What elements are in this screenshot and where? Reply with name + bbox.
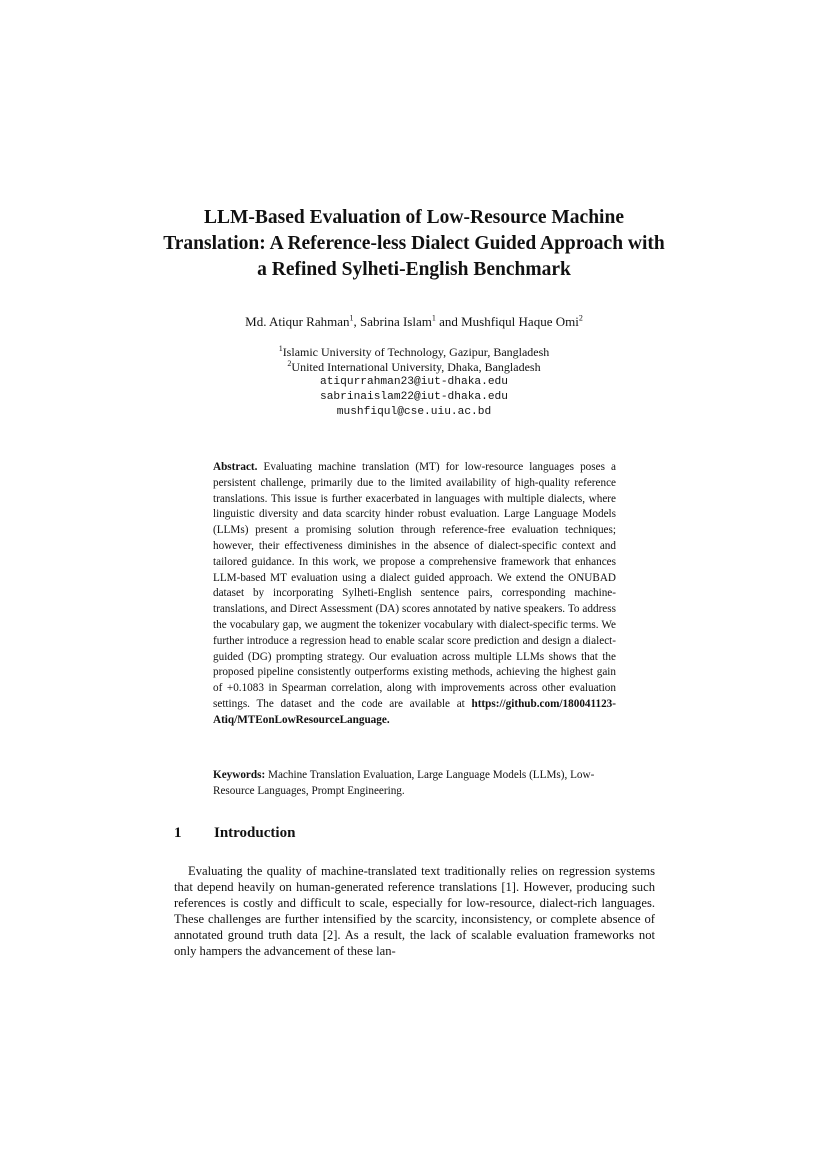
author-name: Mushfiqul Haque Omi [461,314,579,329]
keywords-label: Keywords: [213,769,266,781]
affiliation [160,345,668,360]
author-affil-mark: 1 [349,313,354,323]
intro-paragraph: Evaluating the quality of machine-translated text traditionally relies on regression systems that depend heavily on human-generated reference translations [1]. However, producing such references is costly and difficult to scale, especially for low-resource, dialect-rich languages. These challenges are further intensified by the scarcity, inconsistency, or complete absence of annotated ground truth data [2]. As a result, the lack of scalable evaluation frameworks not only hampers the advancement of these lan- [174,864,655,958]
paper-title: LLM-Based Evaluation of Low-Resource Machine Translation: A Reference-less Dialect Guided Approach with a Refined Sylheti-English Benchmark [163,207,665,280]
abstract-text: Evaluating machine translation (MT) for low-resource languages poses a persistent challenge, primarily due to the limited availability of high-quality reference translations. This issue is further exacerbated in languages with multiple dialects, where linguistic diversity and data scarcity hinder robust evaluation. Large Language Models (LLMs) present a promising solution through reference-free evaluation techniques; however, their effectiveness diminishes in the absence of dialect-specific context and tailored guidance. In this work, we propose a comprehensive framework that enhances LLM-based MT evaluation using a dialect guided approach. We extend the ONUBAD dataset by incorporating Sylheti-English sentence pairs, corresponding machine-translations, and Direct Assessment (DA) scores annotated by native speakers. To address the vocabulary gap, we augment the tokenizer vocabulary with dialect-specific terms. We further introduce a regression head to enable scalar score prediction and design a dialect-guided (DG) prompting strategy. Our evaluation across multiple LLMs shows that the proposed pipeline consistently outperforms existing methods, achieving the highest gain of +0.1083 in Spearman correlation, along with improvements across other evaluation settings. The dataset and the code are available at [213,461,617,710]
keywords-text: Machine Translation Evaluation, Large Language Models (LLMs), Low-Resource Languages, Prompt Engineering. [213,769,595,797]
author-affil-mark: 2 [578,313,583,323]
affiliation-number: 1 [278,344,283,353]
affiliation-block [160,345,668,420]
email[interactable]: sabrinaislam22@iut-dhaka.edu [320,391,508,403]
section-heading [174,825,295,842]
affiliation-text: Islamic University of Technology, Gazipur, Bangladesh [282,345,550,359]
section-number: 1 [174,825,182,841]
keywords [213,768,616,800]
author-affil-mark: 1 [431,313,436,323]
author-name: Sabrina Islam [360,314,432,329]
section-title: Introduction [214,825,296,841]
affiliation-text: United International University, Dhaka, Bangladesh [291,360,541,374]
abstract [213,460,616,729]
abstract-label: Abstract. [213,461,258,473]
code-link[interactable]: https://github.com/180041123-Atiq/MTEonLowResourceLanguage. [213,697,616,726]
author-list: Md. Atiqur Rahman$^1$, Sabrina Islam$^1$ and Mushfiqul Haque Omi$^2$ [245,313,583,329]
author-name: Md. Atiqur Rahman [245,314,350,329]
affiliation [160,360,668,375]
email[interactable]: mushfiqul@cse.uiu.ac.bd [336,406,492,418]
affiliation-number: 2 [287,359,292,368]
email[interactable]: atiqurrahman23@iut-dhaka.edu [320,376,508,388]
